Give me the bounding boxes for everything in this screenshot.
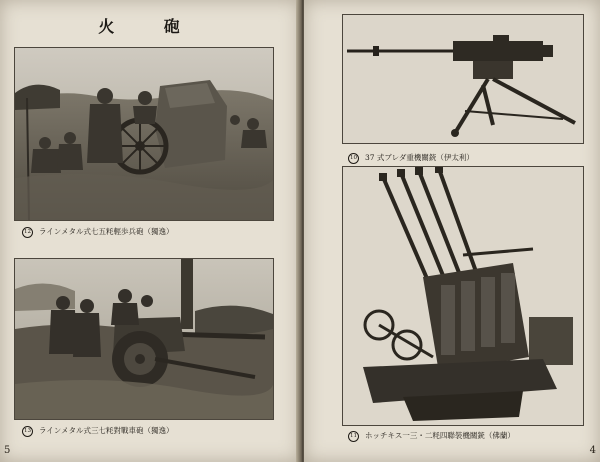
- figure-number-badge: 10: [348, 153, 359, 164]
- figure-caption-13: [22, 425, 174, 437]
- figure-caption-11: [348, 430, 515, 442]
- page-number-right: 4: [589, 445, 596, 456]
- figure-caption-text: ホッチキス一三・二粍四聯裝機關銃（佛蘭）: [365, 431, 515, 440]
- figure-caption-12: [22, 226, 174, 238]
- figure-caption-10: [348, 152, 474, 164]
- right-page: [304, 0, 600, 462]
- figure-number-badge: 12: [22, 227, 33, 238]
- infantry-gun-photo: [14, 47, 274, 221]
- figure-caption-text: 37 式ブレダ重機關銃（伊太利）: [365, 153, 474, 162]
- machine-gun-photo: [342, 14, 584, 144]
- quad-machine-gun-photo: [342, 166, 584, 426]
- figure-number-badge: 13: [22, 426, 33, 437]
- figure-number-badge: 11: [348, 431, 359, 442]
- antitank-gun-photo: [14, 258, 274, 420]
- page-number-left: 5: [4, 445, 11, 456]
- figure-caption-text: ラインメタル式七五粍輕歩兵砲（獨逸）: [39, 227, 174, 236]
- figure-caption-text: ラインメタル式三七粍對戰車砲（獨逸）: [39, 426, 174, 435]
- page-title: 火 砲: [98, 17, 202, 36]
